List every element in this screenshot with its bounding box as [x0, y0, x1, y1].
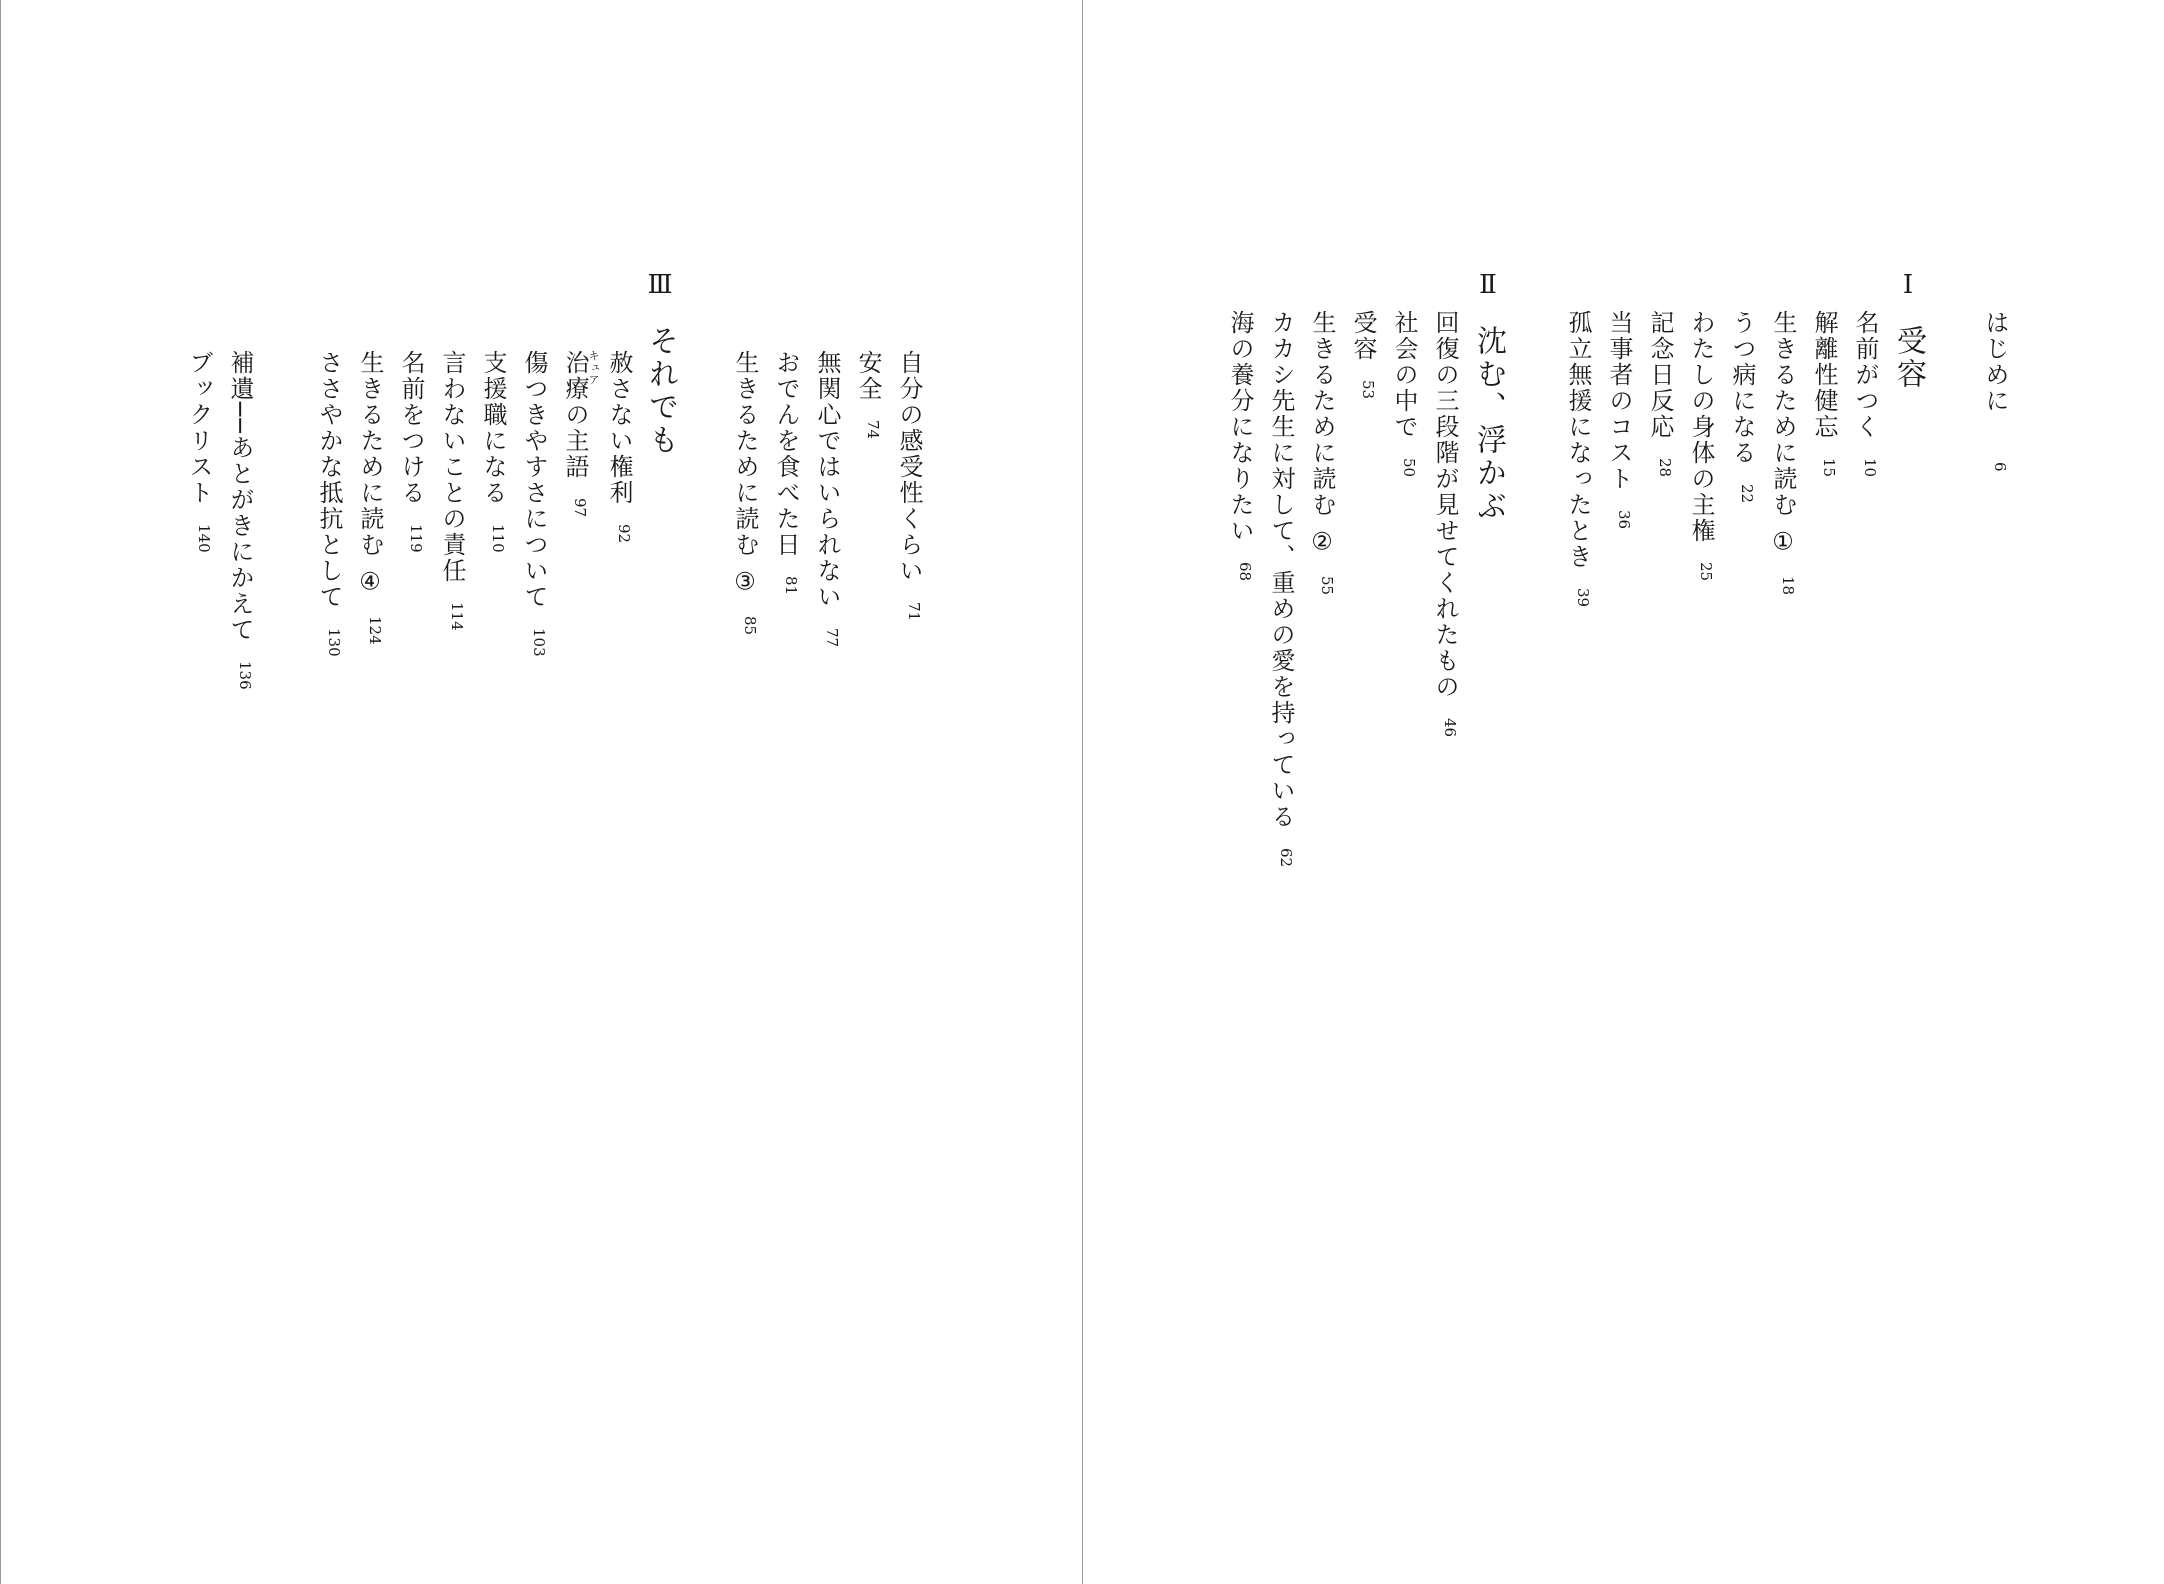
toc-entry-title: 補遺──あとがきにかえて	[226, 350, 254, 643]
part-title: 沈む、浮かぶ	[1471, 325, 1506, 523]
toc-entry	[1648, 310, 1672, 477]
toc-entry-page: 71	[905, 602, 923, 622]
toc-entry-page: 124	[366, 615, 384, 645]
toc-entry-page: 136	[236, 660, 254, 690]
toc-entry	[317, 350, 341, 657]
toc-entry	[1812, 310, 1836, 477]
toc-entry-page: 81	[782, 576, 800, 596]
toc-entry	[815, 350, 839, 647]
toc-entry-page: 114	[448, 602, 466, 631]
toc-entry	[1433, 310, 1457, 737]
toc-entry-page: 130	[325, 628, 343, 657]
toc-entry-page: 55	[1318, 575, 1336, 595]
toc-entry-page: 22	[1738, 484, 1756, 504]
toc-entry-page: 85	[741, 615, 759, 635]
toc-entry-title: 当事者のコスト	[1605, 310, 1633, 492]
part-heading	[1471, 270, 1506, 523]
toc-entry-page: 6	[1991, 462, 2009, 472]
toc-entry	[481, 350, 505, 553]
toc-entry	[1607, 310, 1631, 529]
toc-entry	[1351, 310, 1375, 399]
part-title: それでも	[643, 325, 678, 457]
toc-entry-title: おでんを食べた日	[772, 350, 800, 558]
toc-entry	[440, 350, 464, 631]
toc-entry	[399, 350, 423, 553]
toc-entry-page: 97	[571, 498, 589, 518]
toc-entry-page: 92	[615, 524, 633, 544]
toc-entry	[1392, 310, 1416, 477]
part-numeral: Ⅰ	[1893, 270, 1923, 303]
toc-entry	[187, 350, 211, 553]
toc-entry	[1771, 310, 1795, 595]
toc-entry-page: 62	[1277, 848, 1295, 868]
toc-entry-title: 記念日反応	[1646, 310, 1674, 440]
toc-entry-page: 36	[1615, 510, 1633, 530]
toc-entry-page: 50	[1400, 458, 1418, 478]
toc-entry-title: 社会の中で	[1390, 310, 1418, 440]
part-title: 受容	[1891, 325, 1926, 391]
toc-entry-page: 39	[1574, 588, 1592, 608]
toc-entry	[563, 350, 587, 517]
toc-entry	[1310, 310, 1334, 595]
toc-entry-title: 名前をつける	[397, 350, 425, 506]
toc-entry-title: 自分の感受性くらい	[895, 350, 923, 584]
toc-entry-page: 103	[530, 628, 548, 657]
toc-entry-title: 赦さない権利	[605, 350, 633, 506]
part-numeral: Ⅲ	[645, 270, 675, 303]
toc-entry	[774, 350, 798, 595]
toc-entry-title: 治療の主語	[561, 350, 589, 480]
toc-entry-title: 海の養分になりたい	[1226, 310, 1254, 544]
toc-entry-title: わたしの身体の主権	[1687, 310, 1715, 544]
toc-entry-title: 生きるために読む ②	[1308, 310, 1336, 558]
toc-entry-title: 回復の三段階が見せてくれたもの	[1431, 310, 1459, 700]
ruby-annotation: キュア	[587, 350, 600, 386]
toc-entry	[733, 350, 757, 635]
toc-entry-title: 支援職になる	[479, 350, 507, 506]
toc-entry-title: 孤立無援になったとき	[1564, 310, 1592, 570]
toc-entry-title: 受容	[1349, 310, 1377, 362]
toc-entry-title: うつ病になる	[1728, 310, 1756, 466]
toc-entry	[1853, 310, 1877, 477]
part-heading	[1891, 270, 1926, 391]
toc-entry-page: 77	[823, 628, 841, 648]
toc-entry-title: 傷つきやすさについて	[520, 350, 548, 610]
toc-entry-page: 68	[1236, 562, 1254, 582]
toc-entry-page: 110	[489, 524, 507, 553]
toc-entry-page: 28	[1656, 458, 1674, 478]
toc-entry	[1228, 310, 1252, 581]
toc-entry-title: 生きるために読む ③	[731, 350, 759, 598]
part-numeral: Ⅱ	[1473, 270, 1503, 303]
toc-entry-title: はじめに	[1981, 310, 2009, 414]
toc-entry-title: 安全	[854, 350, 882, 402]
toc-entry-title: 生きるために読む ④	[356, 350, 384, 598]
toc-entry-title: ブックリスト	[185, 350, 213, 506]
toc-entry-intro	[1983, 310, 2007, 472]
toc-entry	[228, 350, 252, 690]
toc-entry	[897, 350, 921, 621]
toc-entry-page: 15	[1820, 458, 1838, 478]
toc-entry	[1689, 310, 1713, 581]
toc-entry	[358, 350, 382, 644]
toc-entry-page: 119	[407, 524, 425, 553]
right-page	[1082, 0, 2164, 1584]
toc-entry	[1566, 310, 1590, 607]
toc-entry-page: 18	[1779, 575, 1797, 595]
toc-entry-page: 74	[864, 420, 882, 440]
toc-entry-title: ささやかな抵抗として	[315, 350, 343, 610]
toc-entry-page: 46	[1441, 718, 1459, 738]
toc-entry-page: 10	[1861, 458, 1879, 478]
toc-entry	[1730, 310, 1754, 503]
toc-entry-page: 53	[1359, 380, 1377, 400]
toc-entry	[856, 350, 880, 439]
toc-entry	[607, 350, 631, 543]
toc-entry-title: 生きるために読む ①	[1769, 310, 1797, 558]
toc-entry-page: 25	[1697, 562, 1715, 582]
toc-entry-title: 解離性健忘	[1810, 310, 1838, 440]
toc-entry-title: 言わないことの責任	[438, 350, 466, 584]
toc-entry-title: 無関心ではいられない	[813, 350, 841, 610]
toc-entry	[1269, 310, 1293, 867]
toc-entry-title: 名前がつく	[1851, 310, 1879, 440]
toc-entry-page: 140	[195, 524, 213, 553]
toc-entry	[522, 350, 546, 657]
toc-entry-title: カカシ先生に対して、重めの愛を持っている	[1267, 310, 1295, 830]
part-heading	[643, 270, 678, 457]
